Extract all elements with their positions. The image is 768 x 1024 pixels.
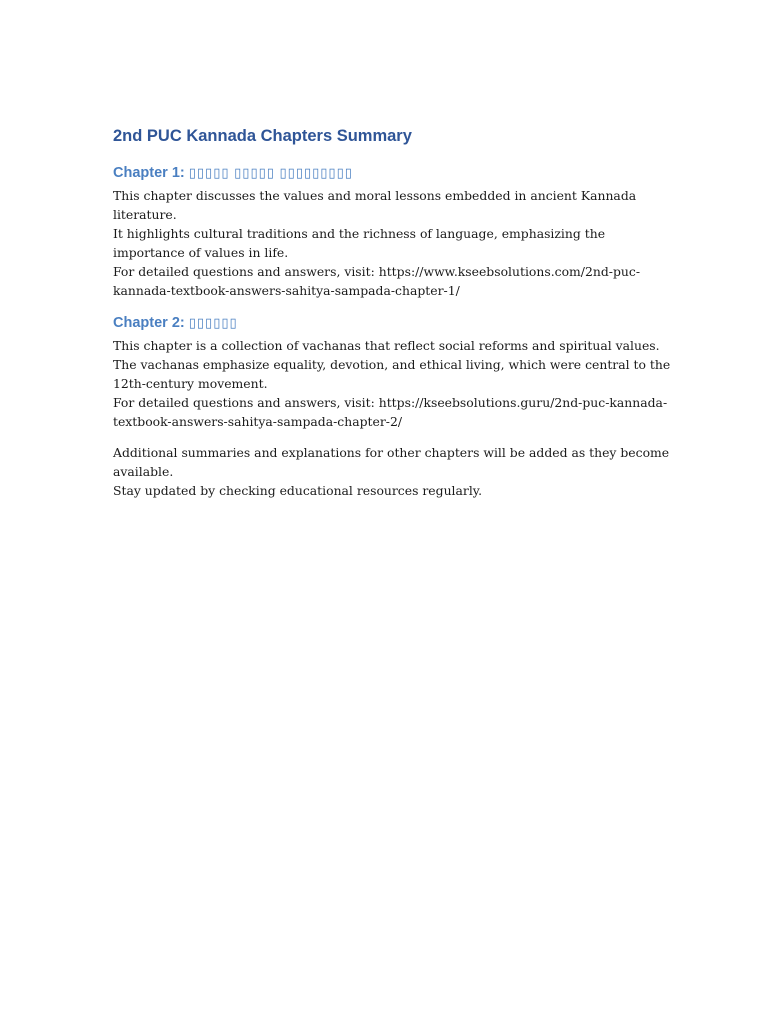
closing-note: [113, 443, 673, 500]
document-page: [113, 124, 673, 500]
paragraph-line-link[interactable]: For detailed questions and answers, visit: https://kseebsolutions.guru/2nd-puc-kannada-textbook-answers-sahitya-sampada-chapter-2/: [113, 395, 668, 429]
paragraph-line: The vachanas emphasize equality, devotion, and ethical living, which were central to the 12th-century movement.: [113, 357, 671, 391]
paragraph-line: This chapter is a collection of vachanas that reflect social reforms and spiritual values.: [113, 338, 660, 353]
chapter-heading: [113, 312, 673, 334]
chapter-section-2: [113, 312, 673, 431]
document-title: 2nd PUC Kannada Chapters Summary: [113, 127, 412, 145]
paragraph-line: Stay updated by checking educational resources regularly.: [113, 483, 483, 498]
chapter-heading-kannada-title: ▯▯▯▯▯ ▯▯▯▯▯ ▯▯▯▯▯▯▯▯▯: [188, 165, 353, 180]
chapter-body: [113, 336, 673, 431]
paragraph-line: This chapter discusses the values and moral lessons embedded in ancient Kannada literature.: [113, 188, 637, 222]
paragraph-line-link[interactable]: For detailed questions and answers, visit: https://www.kseebsolutions.com/2nd-puc-kannada-textbook-answers-sahitya-sampada-chapter-1/: [113, 264, 641, 298]
paragraph-line: Additional summaries and explanations for other chapters will be added as they become available.: [113, 445, 670, 479]
chapter-heading: [113, 162, 673, 184]
chapter-heading-prefix: Chapter 1:: [113, 165, 189, 181]
chapter-section-1: [113, 162, 673, 300]
chapter-body: [113, 186, 673, 300]
chapter-heading-kannada-title: ▯▯▯▯▯▯: [188, 315, 238, 330]
paragraph-line: It highlights cultural traditions and the richness of language, emphasizing the importance of values in life.: [113, 226, 606, 260]
chapter-heading-prefix: Chapter 2:: [113, 315, 189, 331]
